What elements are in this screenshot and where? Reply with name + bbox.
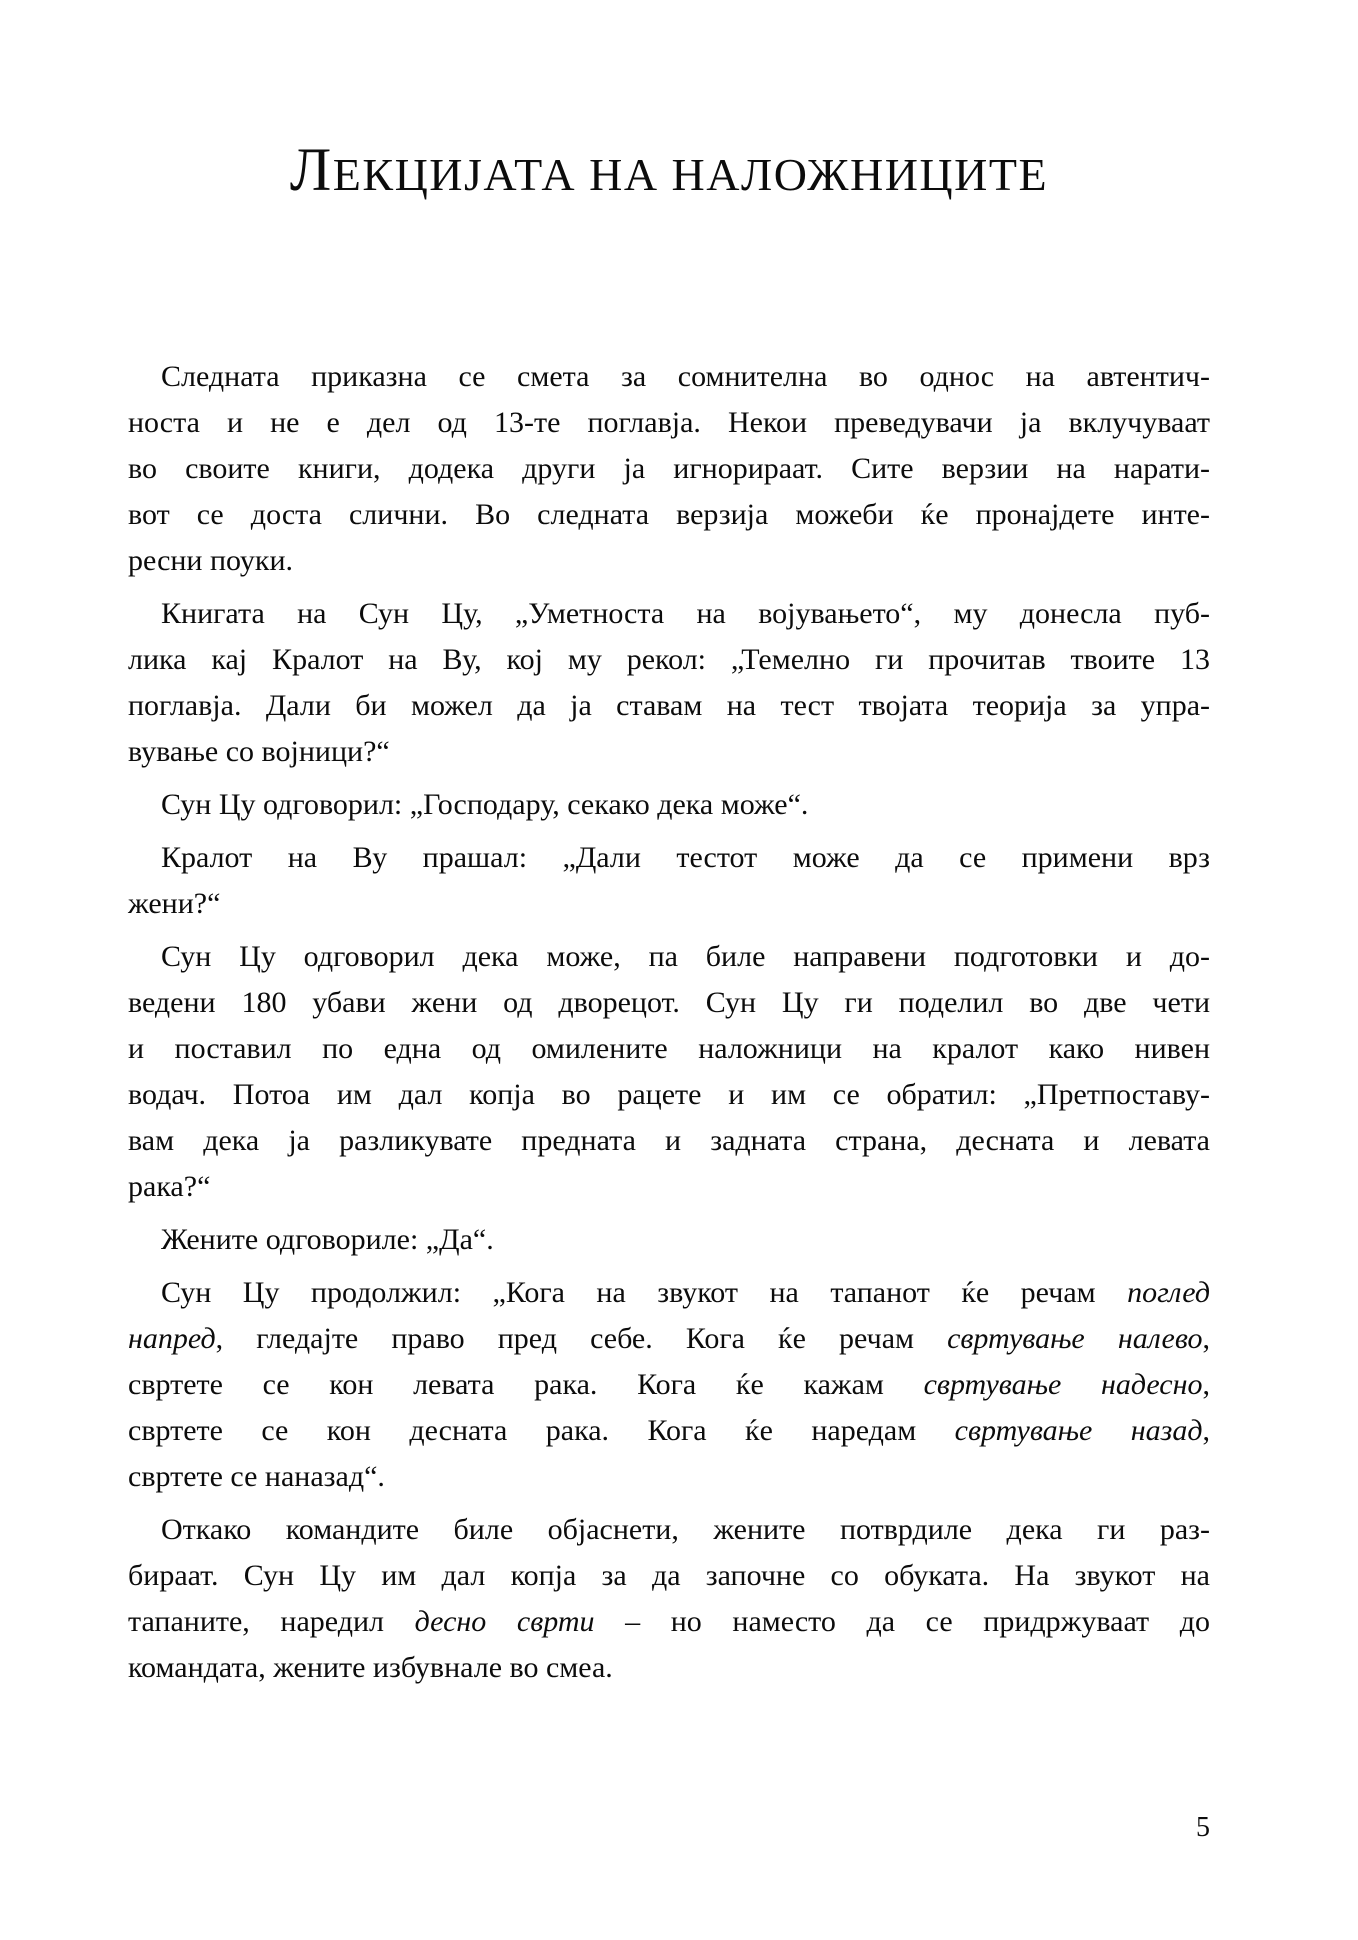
text-run: и поставил по една од омилените наложници на кралот како нивен bbox=[128, 1032, 1210, 1065]
text-line bbox=[128, 1270, 1210, 1316]
paragraph bbox=[128, 354, 1210, 584]
page-number: 5 bbox=[1196, 1812, 1210, 1843]
emphasis-text: свртување надесно bbox=[923, 1368, 1203, 1401]
text-run: свртете се кон левата рака. Кога ќе кажам bbox=[128, 1368, 924, 1401]
text-line bbox=[128, 980, 1210, 1026]
text-run: , bbox=[1202, 1368, 1210, 1401]
text-line bbox=[128, 1316, 1210, 1362]
text-line bbox=[128, 729, 1210, 775]
text-line bbox=[128, 934, 1210, 980]
text-run: Книгата на Сун Цу, „Уметноста на војувањето“, му донесла пуб- bbox=[161, 597, 1210, 630]
body-text bbox=[128, 354, 1210, 1691]
text-run: носта и не е дел од 13-те поглавја. Некои преведувачи ја вклучуваат bbox=[128, 406, 1210, 439]
text-run: свртете се кон десната рака. Кога ќе наредам bbox=[128, 1414, 955, 1447]
text-line bbox=[128, 354, 1210, 400]
text-line bbox=[128, 782, 1210, 828]
text-line bbox=[128, 637, 1210, 683]
text-run: Сун Цу одговорил: „Господару, секако дека може“. bbox=[161, 788, 809, 821]
text-line bbox=[128, 1217, 1210, 1263]
text-run: бираат. Сун Цу им дал копја за да започне со обуката. На звукот на bbox=[128, 1559, 1210, 1592]
text-run: Следната приказна се смета за сомнителна во однос на автентич- bbox=[161, 360, 1210, 393]
text-run: командата, жените избувнале во смеа. bbox=[128, 1651, 613, 1684]
text-line bbox=[128, 683, 1210, 729]
text-run: – но наместо да се придржуваат до bbox=[594, 1605, 1210, 1638]
text-run: жени?“ bbox=[128, 887, 221, 920]
text-run: Сун Цу одговорил дека може, па биле направени подготовки и до- bbox=[161, 940, 1210, 973]
chapter-title: ЛЕКЦИЈАТА НА НАЛОЖНИЦИТЕ bbox=[289, 137, 1049, 204]
text-run: вам дека ја разликувате предната и задната страна, десната и левата bbox=[128, 1124, 1210, 1157]
paragraph bbox=[128, 1217, 1210, 1263]
text-line bbox=[128, 400, 1210, 446]
text-line bbox=[128, 446, 1210, 492]
text-line bbox=[128, 1507, 1210, 1553]
text-line bbox=[128, 1454, 1210, 1500]
paragraph bbox=[128, 934, 1210, 1210]
text-line bbox=[128, 1408, 1210, 1454]
text-line bbox=[128, 1072, 1210, 1118]
text-run: , гледајте право пред себе. Кога ќе речам bbox=[215, 1322, 948, 1355]
paragraph bbox=[128, 782, 1210, 828]
paragraph bbox=[128, 1507, 1210, 1691]
text-line bbox=[128, 492, 1210, 538]
text-line bbox=[128, 538, 1210, 584]
text-run: поглавја. Дали би можел да ја ставам на тест твојата теорија за упра- bbox=[128, 689, 1210, 722]
emphasis-text: напред bbox=[128, 1322, 216, 1355]
emphasis-text: десно сврти bbox=[414, 1605, 595, 1638]
paragraph bbox=[128, 591, 1210, 775]
text-line bbox=[128, 835, 1210, 881]
text-run: ресни поуки. bbox=[128, 544, 294, 577]
text-line bbox=[128, 1599, 1210, 1645]
text-run: Откако командите биле објаснети, жените потврдиле дека ги раз- bbox=[161, 1513, 1210, 1546]
text-run: вот се доста слични. Во следната верзија можеби ќе пронајдете инте- bbox=[128, 498, 1210, 531]
text-run: рака?“ bbox=[128, 1170, 211, 1203]
text-run: во своите книги, додека други ја игнорираат. Сите верзии на нарати- bbox=[128, 452, 1210, 485]
text-run: лика кај Кралот на Ву, кој му рекол: „Темелно ги прочитав твоите 13 bbox=[128, 643, 1210, 676]
text-run: водач. Потоа им дал копја во рацете и им се обратил: „Претпоставу- bbox=[128, 1078, 1210, 1111]
emphasis-text: свртување назад bbox=[954, 1414, 1203, 1447]
text-line bbox=[128, 1553, 1210, 1599]
text-line bbox=[128, 1362, 1210, 1408]
text-run: вување со војници?“ bbox=[128, 735, 390, 768]
emphasis-text: свртување налево bbox=[947, 1322, 1203, 1355]
paragraph bbox=[128, 835, 1210, 927]
text-run: свртете се наназад“. bbox=[128, 1460, 385, 1493]
text-line bbox=[128, 1118, 1210, 1164]
text-run: , bbox=[1202, 1322, 1210, 1355]
text-run: тапаните, наредил bbox=[128, 1605, 415, 1638]
paragraph bbox=[128, 1270, 1210, 1500]
text-line bbox=[128, 1164, 1210, 1210]
text-run: Кралот на Ву прашал: „Дали тестот може да се примени врз bbox=[161, 841, 1210, 874]
text-run: Сун Цу продолжил: „Кога на звукот на тапанот ќе речам bbox=[161, 1276, 1128, 1309]
text-line bbox=[128, 1026, 1210, 1072]
emphasis-text: поглед bbox=[1127, 1276, 1210, 1309]
text-line bbox=[128, 881, 1210, 927]
text-run: Жените одговориле: „Да“. bbox=[161, 1223, 494, 1256]
text-run: ведени 180 убави жени од дворецот. Сун Цу ги поделил во две чети bbox=[128, 986, 1210, 1019]
text-line bbox=[128, 1645, 1210, 1691]
text-line bbox=[128, 591, 1210, 637]
text-run: , bbox=[1202, 1414, 1210, 1447]
